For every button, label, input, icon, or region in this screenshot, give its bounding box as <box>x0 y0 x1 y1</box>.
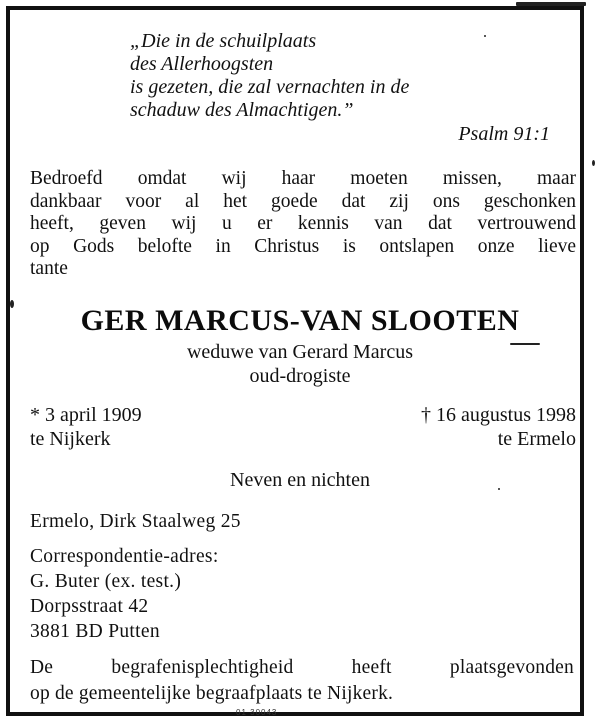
scan-speck <box>484 35 486 37</box>
death-place: te Ermelo <box>497 428 576 450</box>
birth-date: * 3 april 1909 <box>30 404 142 426</box>
scan-smudge <box>516 2 586 6</box>
verse-line: is gezeten, die zal vernachten in de <box>130 76 410 98</box>
birth-place: te Nijkerk <box>30 428 111 450</box>
intro-line: op Gods belofte in Christus is ontslapen onze lieve <box>30 235 576 257</box>
verse-line: „Die in de schuilplaats <box>130 30 317 52</box>
birth-info <box>30 403 142 451</box>
correspondence-line: 3881 BD Putten <box>30 621 160 642</box>
widow-of-line: weduwe van Gerard Marcus <box>186 341 413 363</box>
signers: Neven en nichten <box>230 469 370 491</box>
funeral-line: op de gemeentelijke begraafplaats te Nijkerk. <box>30 683 394 704</box>
scan-speck <box>10 300 14 308</box>
scan-mark: 01 30043 <box>236 708 278 717</box>
intro-line: tante <box>30 258 68 279</box>
correspondence-label: Correspondentie-adres: <box>30 546 219 567</box>
death-info <box>421 403 576 451</box>
death-date: † 16 augustus 1998 <box>421 404 576 426</box>
verse-line: schaduw des Almachtigen.” <box>130 99 354 121</box>
funeral-line: De begrafenisplechtigheid heeft plaatsgevonden <box>30 657 574 678</box>
scan-speck <box>498 488 500 490</box>
correspondence-line: Dorpsstraat 42 <box>30 596 149 617</box>
intro-line: Bedroefd omdat wij haar moeten missen, maar <box>30 168 576 189</box>
occupation-line: oud-drogiste <box>249 365 351 387</box>
intro-line: dankbaar voor al het goede dat zij ons geschonken <box>30 190 576 212</box>
scan-speck <box>592 160 595 166</box>
scan-smudge <box>510 343 540 345</box>
intro-paragraph <box>30 168 576 281</box>
intro-line: heeft, geven wij u er kennis van dat vertrouwend <box>30 213 576 234</box>
deceased-name: GER MARCUS-VAN SLOOTEN <box>80 304 520 337</box>
bible-verse <box>130 30 560 146</box>
correspondence-address <box>30 544 219 644</box>
verse-reference: Psalm 91:1 <box>458 123 550 145</box>
family-address: Ermelo, Dirk Staalweg 25 <box>30 511 241 532</box>
verse-line: des Allerhoogsten <box>130 53 274 75</box>
funeral-notice <box>30 655 574 707</box>
correspondence-line: G. Buter (ex. test.) <box>30 571 182 592</box>
